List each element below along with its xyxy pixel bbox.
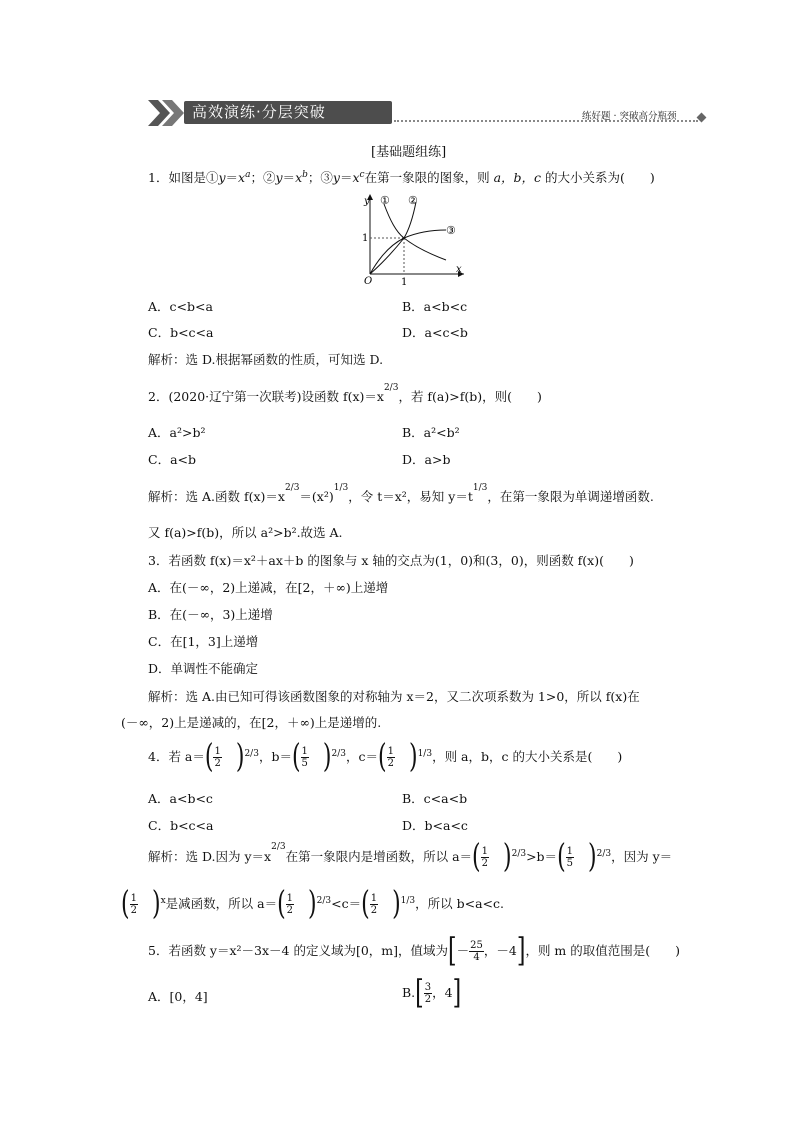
q2-stem: 2．(2020·辽宁第一次联考)设函数 $f(x)=x^{2/3}$，若 f(a)>f(b)，则( )	[148, 382, 542, 404]
label-o: O	[364, 276, 373, 287]
q3-option-c[interactable]: C．在[1，3]上递增	[148, 634, 259, 649]
q2-option-c[interactable]: C．a<b	[148, 452, 196, 467]
q1-option-a[interactable]: A．c<b<a	[148, 299, 213, 314]
q4-option-a[interactable]: A．a<b<c	[148, 791, 213, 806]
label-c2: ②	[408, 194, 418, 207]
q1-stem: 1．如图是$①y=x^a$；$②y=x^b$；$③y=x^c$在第一象限的图象，则 a，b，c 的大小关系为( )	[148, 169, 655, 185]
q2-solution-line2: 又 f(a)>f(b)，所以 a²>b².故选 A.	[148, 525, 343, 540]
diamond-icon	[697, 113, 707, 123]
q3-option-d[interactable]: D．单调性不能确定	[148, 661, 259, 676]
label-c3: ③	[446, 224, 456, 237]
section-title: [基础题组练]	[371, 145, 447, 160]
q1-option-b[interactable]: B．a<b<c	[402, 299, 468, 314]
header-banner	[148, 98, 394, 128]
q1-figure	[352, 190, 472, 288]
q5-stem: 5．若函数 y＝x²－3x－4 的定义域为[0，m]，值域为[－ $\frac{25}{4}$ ，－4]，则 m 的取值范围是( )	[148, 932, 680, 970]
q4-solution-line1: 解析：选 D.因为 $y=x^{2/3}$在第一象限内是增函数，所以 a＝( $\frac{1}{2}$ )$^{2/3}$>b＝( $\frac{1}{5}$ )$^{2/3}$，因为 y＝	[148, 838, 673, 876]
q5-option-a[interactable]: A．[0，4]	[148, 989, 208, 1004]
q2-option-a[interactable]: A．a²>b²	[148, 425, 206, 440]
q3-option-b[interactable]: B．在(－∞，3)上递增	[148, 607, 273, 622]
q1-solution: 解析：选 D.根据幂函数的性质，可知选 D.	[148, 352, 384, 367]
q2-option-b[interactable]: B．a²<b²	[402, 425, 460, 440]
q4-solution-line2: ( $\frac{1}{2}$ )$^x$是减函数，所以 a＝( $\frac{1}{2}$ )$^{2/3}$<c＝( $\frac{1}{2}$ )$^{1/3}$，所以 b<a<c.	[121, 885, 505, 923]
banner-title: 高效演练·分层突破	[184, 101, 392, 124]
q4-option-c[interactable]: C．b<c<a	[148, 818, 214, 833]
q3-stem: 3．若函数 f(x)＝x²＋ax＋b 的图象与 x 轴的交点为(1，0)和(3，0)，则函数 f(x)( )	[148, 553, 634, 568]
q4-stem: 4．若 a＝( $\frac{1}{2}$ )$^{2/3}$，b＝( $\frac{1}{5}$ )$^{2/3}$，c＝( $\frac{1}{2}$ )$^{1/3}$，则 a，b，c 的大小关系是( )	[148, 738, 623, 776]
q1-option-d[interactable]: D．a<c<b	[402, 325, 468, 340]
label-x: x	[456, 264, 462, 275]
label-y: y	[364, 196, 370, 207]
label-one-x: 1	[401, 277, 408, 288]
q3-option-a[interactable]: A．在(－∞，2)上递减，在[2，＋∞)上递增	[148, 580, 389, 595]
q2-solution-line1: 解析：选 A.函数 $f(x)=x^{2/3}=(x^2)^{1/3}$，令 t＝x²，易知 $y=t^{1/3}$，在第一象限为单调递增函数.	[148, 482, 654, 504]
curve-1	[384, 204, 446, 260]
q2-option-d[interactable]: D．a>b	[402, 452, 451, 467]
q3-solution-line1: 解析：选 A.由已知可得该函数图象的对称轴为 x＝2，又二次项系数为 1>0，所以 f(x)在	[148, 689, 640, 704]
q1-option-c[interactable]: C．b<c<a	[148, 325, 214, 340]
q5-option-b[interactable]: B.[ $\frac{3}{2}$ ，4]	[402, 974, 462, 1012]
q4-option-b[interactable]: B．c<a<b	[402, 791, 468, 806]
q4-option-d[interactable]: D．b<a<c	[402, 818, 468, 833]
label-one-y: 1	[362, 233, 369, 244]
header-tagline: 练好题 · 突破高分瓶颈	[582, 111, 677, 122]
curve-3	[370, 230, 446, 274]
q3-solution-line2: (－∞，2)上是递减的，在[2，＋∞)上是递增的.	[121, 715, 382, 730]
label-c1: ①	[380, 194, 390, 207]
